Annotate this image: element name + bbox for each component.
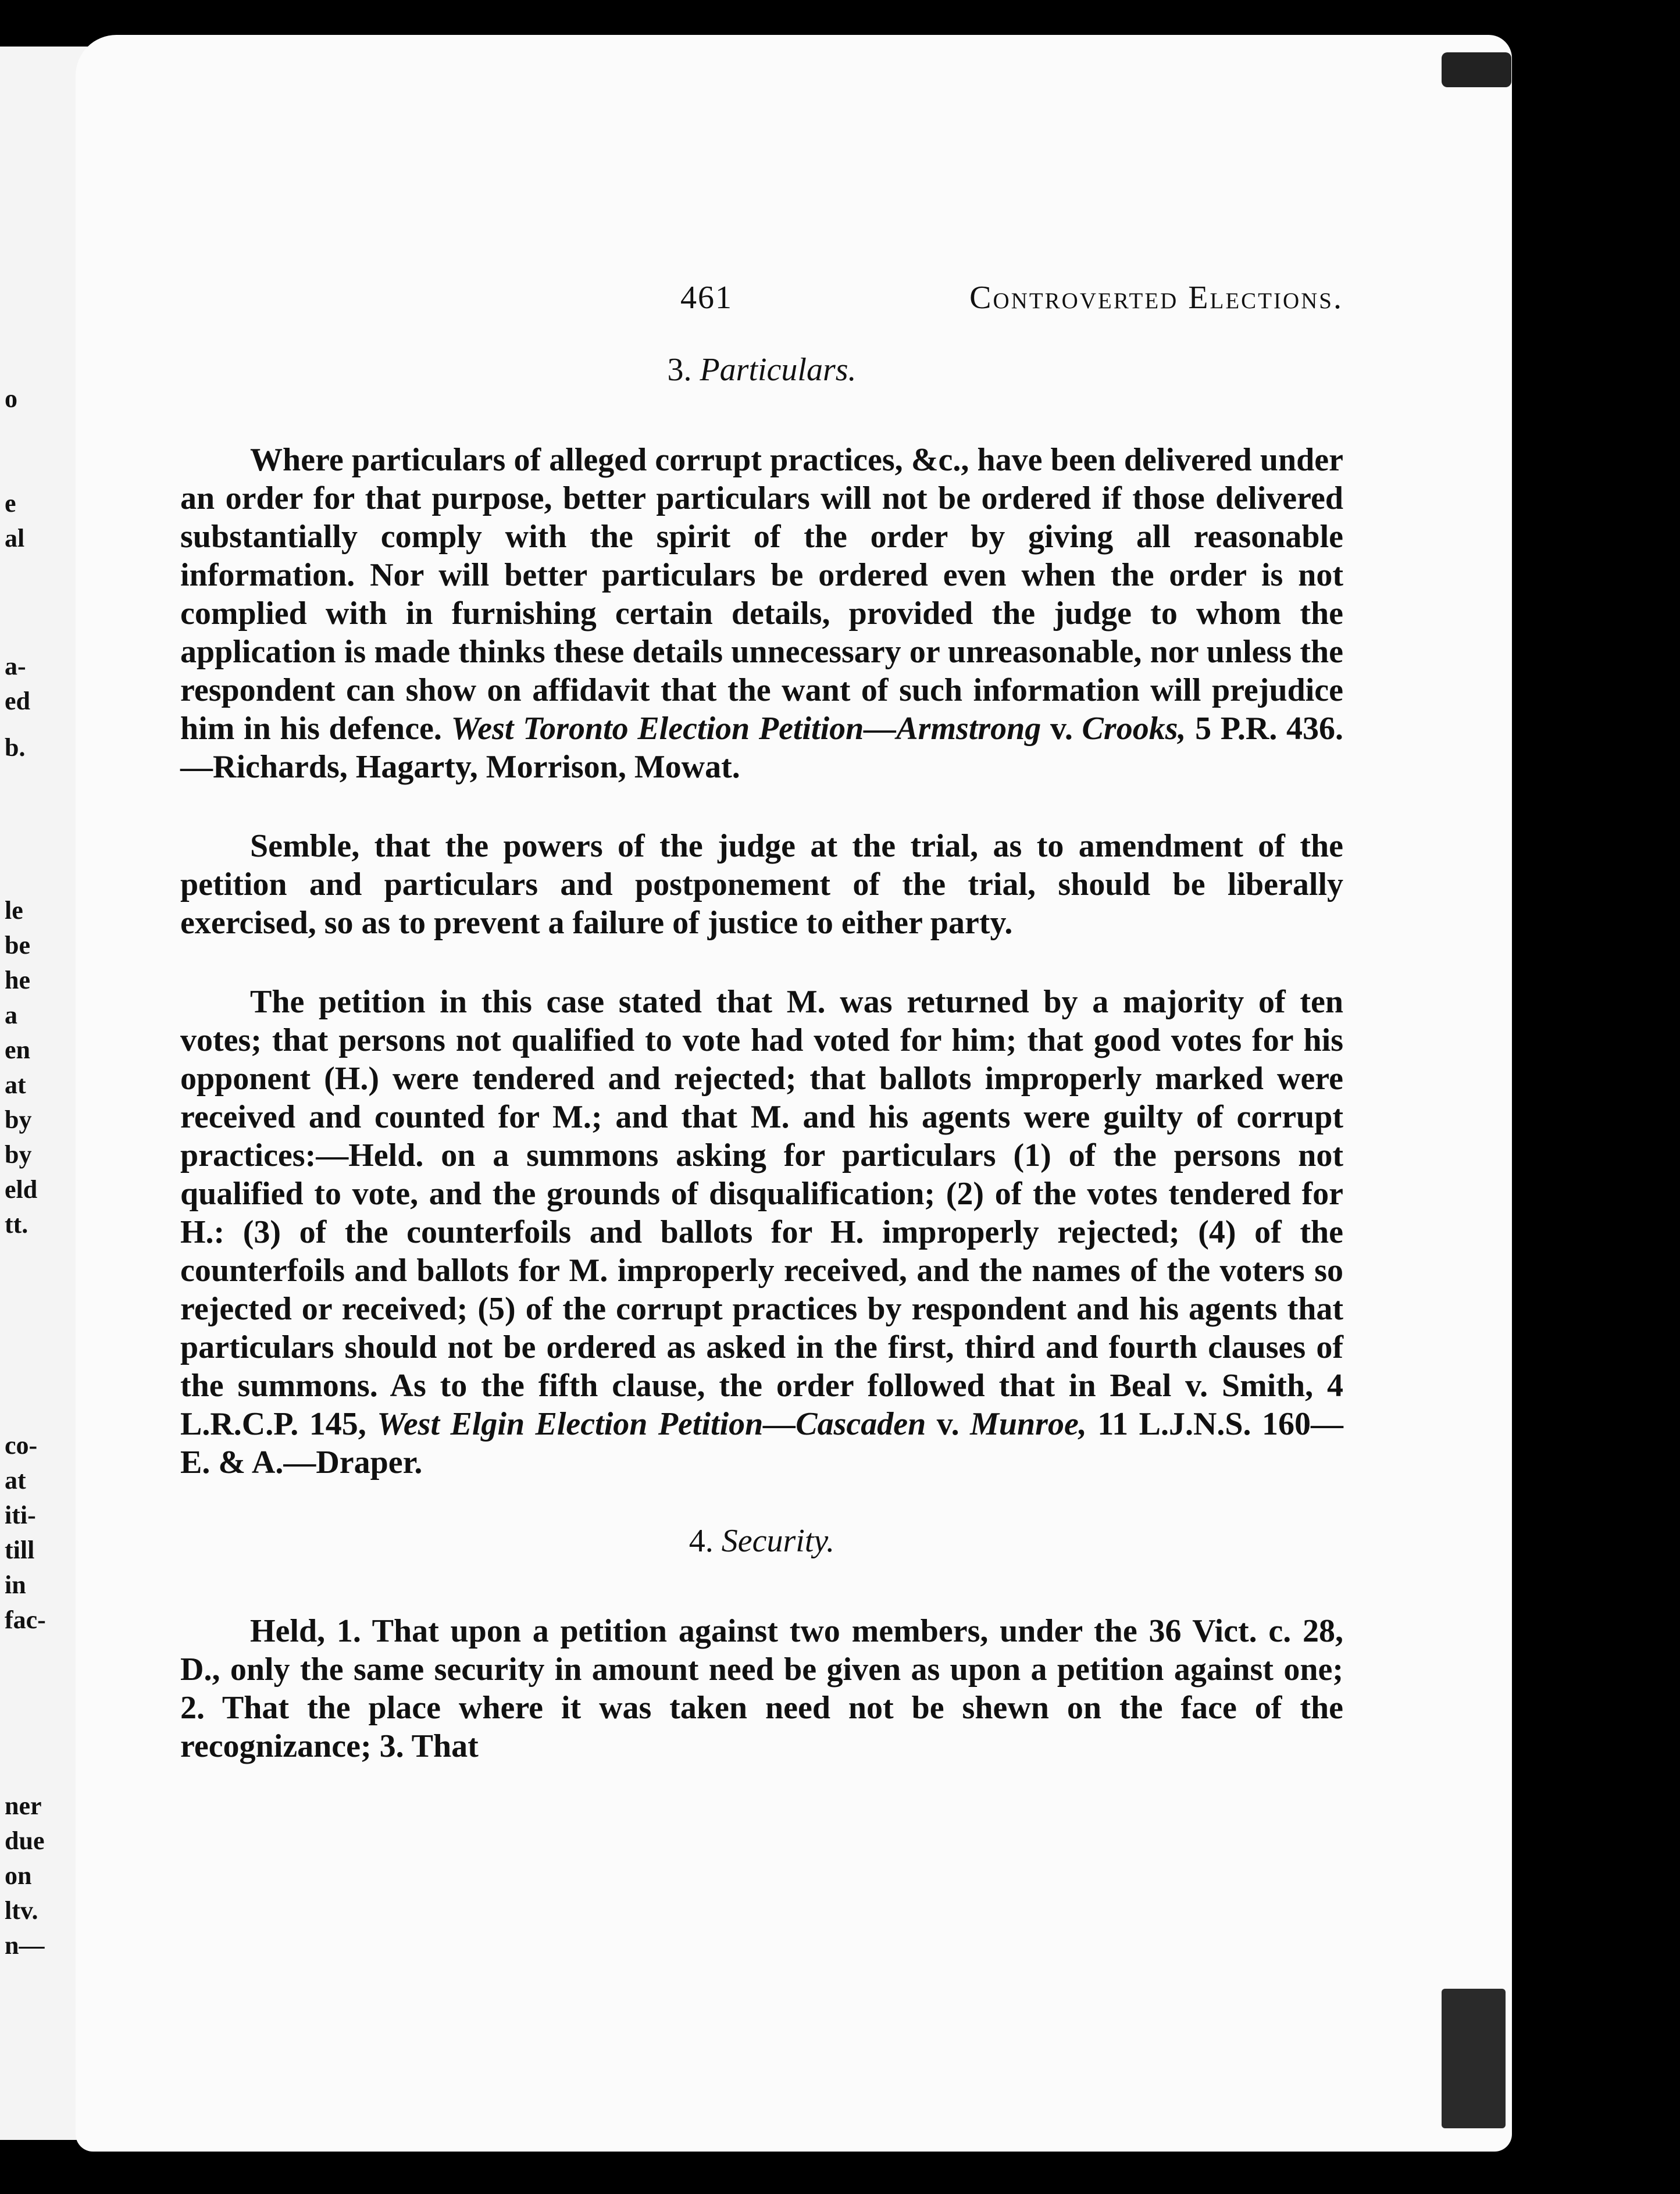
section-number: 3. xyxy=(667,352,692,388)
margin-fragment: by xyxy=(5,1140,32,1169)
scan-artifact xyxy=(1442,1989,1506,2128)
section-title: Particulars. xyxy=(700,352,857,388)
margin-fragment: at xyxy=(5,1071,26,1099)
page-header xyxy=(180,279,1343,316)
margin-fragment: due xyxy=(5,1826,45,1855)
margin-fragment: b. xyxy=(5,733,26,762)
margin-fragment: en xyxy=(5,1036,30,1064)
margin-fragment: on xyxy=(5,1861,32,1890)
section-number: 4. xyxy=(689,1523,714,1559)
section-heading-security xyxy=(180,1522,1343,1560)
margin-fragment: co- xyxy=(5,1431,38,1460)
case-name: Crooks, xyxy=(1082,711,1186,747)
margin-fragment: at xyxy=(5,1466,26,1494)
paragraph: Held, 1. That upon a petition against two members, under the 36 Vict. c. 28, D., only the same security in amount need be given as upon a petition against one; 2. That the place where it was taken need not be shewn on the face of the recognizance; 3. That xyxy=(180,1613,1343,1764)
margin-fragment: eld xyxy=(5,1175,38,1204)
case-name: West Toronto Election Petition—Armstrong xyxy=(451,711,1041,747)
margin-fragment: a- xyxy=(5,652,26,680)
section-title: Security. xyxy=(721,1523,835,1559)
margin-fragment: by xyxy=(5,1105,32,1134)
margin-fragment: al xyxy=(5,524,25,552)
page-number: 461 xyxy=(680,280,733,316)
document-page xyxy=(76,35,1512,2152)
margin-fragment: fac- xyxy=(5,1606,46,1634)
page-content xyxy=(180,279,1343,1806)
margin-fragment: e xyxy=(5,489,16,518)
scan-artifact xyxy=(1442,52,1511,87)
margin-fragment: be xyxy=(5,931,30,959)
case-name: West Elgin Election Petition—Cascaden xyxy=(377,1406,926,1442)
margin-fragment: o xyxy=(5,384,17,413)
margin-fragment: a xyxy=(5,1001,17,1029)
paragraph: The petition in this case stated that M. was returned by a majority of ten votes; that persons not qualified to vote had voted for him; that good votes for his opponent (H.) were tendered and rejected; that ballots improperly marked were received and counted for M.; and that M. and his agents were guilty of corrupt practices:—Held. on a summons asking for particulars (1) of the persons not qualified to vote, and the grounds of disqualification; (2) of the votes tendered for H.: (3) of the counterfoils and ballots for H. improperly rejected; (4) of the counterfoils and ballots for M. improperly received, and the names of the voters so rejected or received; (5) of the corrupt practices by respondent and his agents that particulars should not be ordered as asked in the first, third and fourth clauses of the summons. As to the fifth clause, the order followed that in Beal v. Smith, 4 L.R.C.P. 145, West Elgin Election Petition—Cascaden v. Munroe, 11 L.J.N.S. 160—E. & A.—Draper. xyxy=(180,984,1343,1480)
margin-fragment: n— xyxy=(5,1931,45,1960)
paragraph: Semble, that the powers of the judge at the trial, as to amendment of the petition and particulars and postponement of the trial, should be liberally exercised, so as to prevent a failure of justice to either party. xyxy=(180,828,1343,941)
case-name: Munroe, xyxy=(970,1406,1087,1442)
margin-fragment: le xyxy=(5,896,23,925)
margin-fragment: he xyxy=(5,966,30,994)
section-heading-particulars xyxy=(180,351,1343,388)
margin-fragment: tt. xyxy=(5,1210,28,1239)
margin-fragment: in xyxy=(5,1571,26,1599)
margin-fragment: ltv. xyxy=(5,1896,38,1925)
paragraph: Where particulars of alleged corrupt practices, &c., have been delivered under an order for that purpose, better particulars will not be ordered if those delivered substantially comply with the spirit of the order by giving all reasonable information. Nor will better particulars be ordered even when the order is not complied with in furnishing certain details, provided the judge to whom the application is made thinks these details unnecessary or unreasonable, nor unless the respondent can show on affidavit that the want of such information will prejudice him in his defence. West Toronto Election Petition—Armstrong v. Crooks, 5 P.R. 436.—Richards, Hagarty, Morrison, Mowat. xyxy=(180,442,1343,785)
running-title: Controverted Elections. xyxy=(969,280,1343,316)
margin-fragment: till xyxy=(5,1536,35,1564)
margin-fragment: ner xyxy=(5,1792,42,1820)
margin-fragment: iti- xyxy=(5,1501,36,1529)
margin-fragment: ed xyxy=(5,687,30,715)
